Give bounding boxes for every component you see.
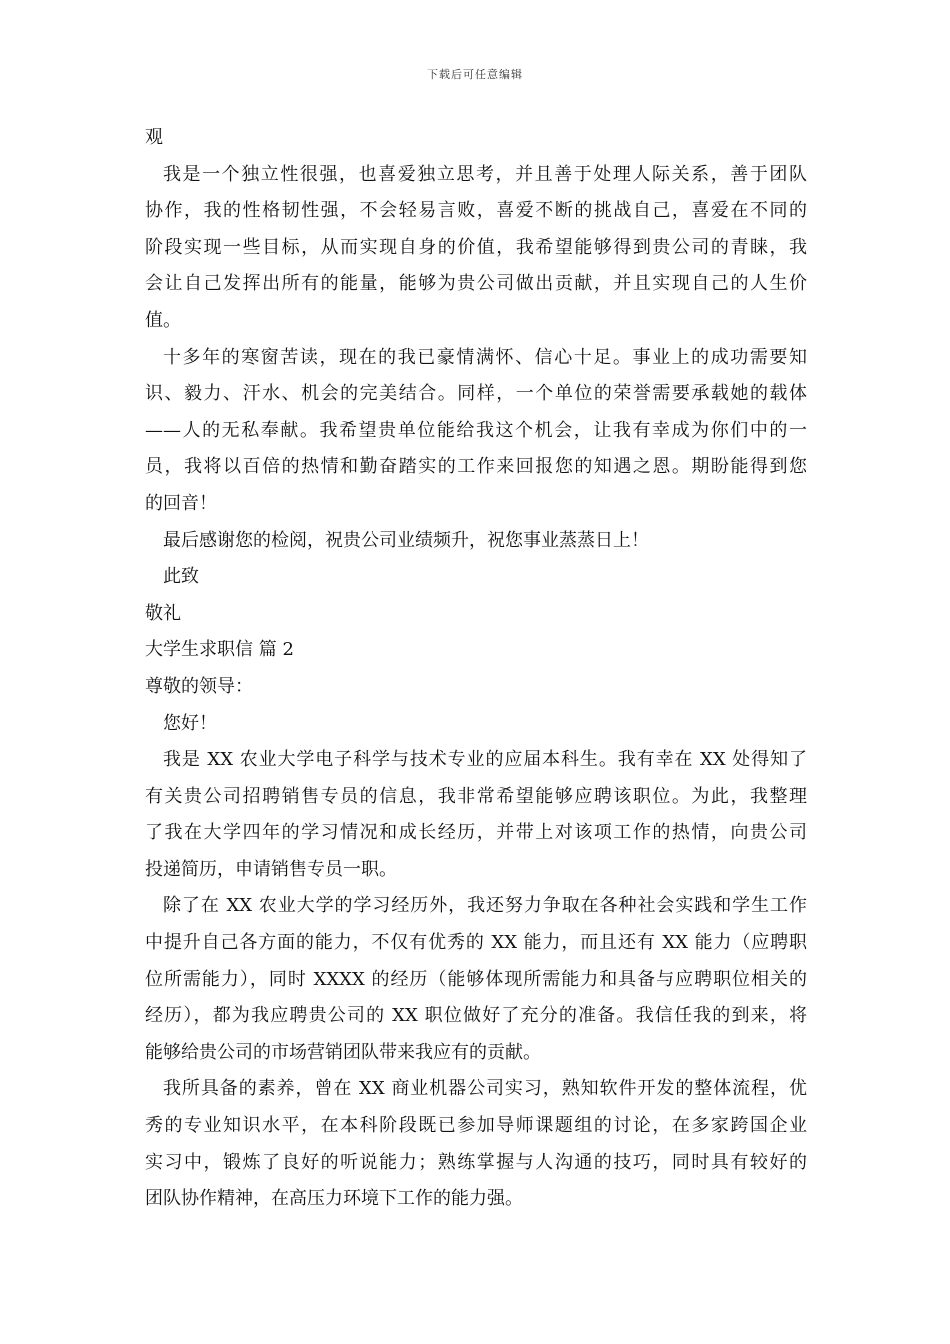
text-line: 观 (145, 127, 163, 148)
text-line: 大学生求职信 篇 2 (145, 639, 294, 661)
document-body (145, 120, 807, 1218)
text-line: 中提升自己各方面的能力，不仅有优秀的 XX 能力，而且还有 XX 能力（应聘职 (145, 932, 807, 954)
text-line: 员，我将以百倍的热情和勤奋踏实的工作来回报您的知遇之恩。期盼能得到您 (145, 456, 807, 478)
text-line: 值。 (145, 309, 181, 331)
text-line: 敬礼 (145, 602, 181, 624)
text-line: 团队协作精神，在高压力环境下工作的能力强。 (145, 1188, 523, 1210)
text-line: 尊敬的领导： (145, 675, 253, 697)
text-line: 能够给贵公司的市场营销团队带来我应有的贡献。 (145, 1041, 541, 1063)
text-line: 会让自己发挥出所有的能量，能够为贵公司做出贡献，并且实现自己的人生价 (145, 273, 807, 295)
text-line: 位所需能力），同时 XXXX 的经历（能够体现所需能力和具备与应聘职位相关的 (145, 968, 807, 990)
text-line: 十多年的寒窗苦读，现在的我已豪情满怀、信心十足。事业上的成功需要知 (163, 346, 807, 368)
text-line: 投递简历，申请销售专员一职。 (145, 858, 397, 880)
text-line: 您好！ (163, 712, 217, 734)
text-line: ——人的无私奉献。我希望贵单位能给我这个机会，让我有幸成为你们中的一 (145, 419, 807, 441)
text-line: 实习中，锻炼了良好的听说能力；熟练掌握与人沟通的技巧，同时具有较好的 (145, 1151, 807, 1173)
page-header-note: 下载后可任意编辑 (427, 68, 523, 81)
text-line: 了我在大学四年的学习情况和成长经历，并带上对该项工作的热情，向贵公司 (145, 822, 807, 844)
text-line: 我是一个独立性很强，也喜爱独立思考，并且善于处理人际关系，善于团队 (163, 163, 807, 185)
text-line: 除了在 XX 农业大学的学习经历外，我还努力争取在各种社会实践和学生工作 (163, 895, 807, 917)
text-line: 秀的专业知识水平，在本科阶段既已参加导师课题组的讨论，在多家跨国企业 (145, 1115, 807, 1137)
text-line: 识、毅力、汗水、机会的完美结合。同样，一个单位的荣誉需要承载她的载体 (145, 383, 807, 405)
text-line: 我所具备的素养，曾在 XX 商业机器公司实习，熟知软件开发的整体流程，优 (163, 1078, 807, 1100)
text-line: 我是 XX 农业大学电子科学与技术专业的应届本科生。我有幸在 XX 处得知了 (163, 749, 807, 771)
text-line: 阶段实现一些目标，从而实现自身的价值，我希望能够得到贵公司的青睐，我 (145, 236, 807, 258)
text-line: 经历），都为我应聘贵公司的 XX 职位做好了充分的准备。我信任我的到来，将 (145, 1005, 807, 1027)
text-line: 最后感谢您的检阅，祝贵公司业绩频升，祝您事业蒸蒸日上！ (163, 529, 649, 551)
text-line: 有关贵公司招聘销售专员的信息，我非常希望能够应聘该职位。为此，我整理 (145, 785, 807, 807)
text-line: 此致 (163, 566, 199, 588)
text-line: 协作，我的性格韧性强，不会轻易言败，喜爱不断的挑战自己，喜爱在不同的 (145, 200, 807, 222)
text-line: 的回音！ (145, 492, 217, 514)
